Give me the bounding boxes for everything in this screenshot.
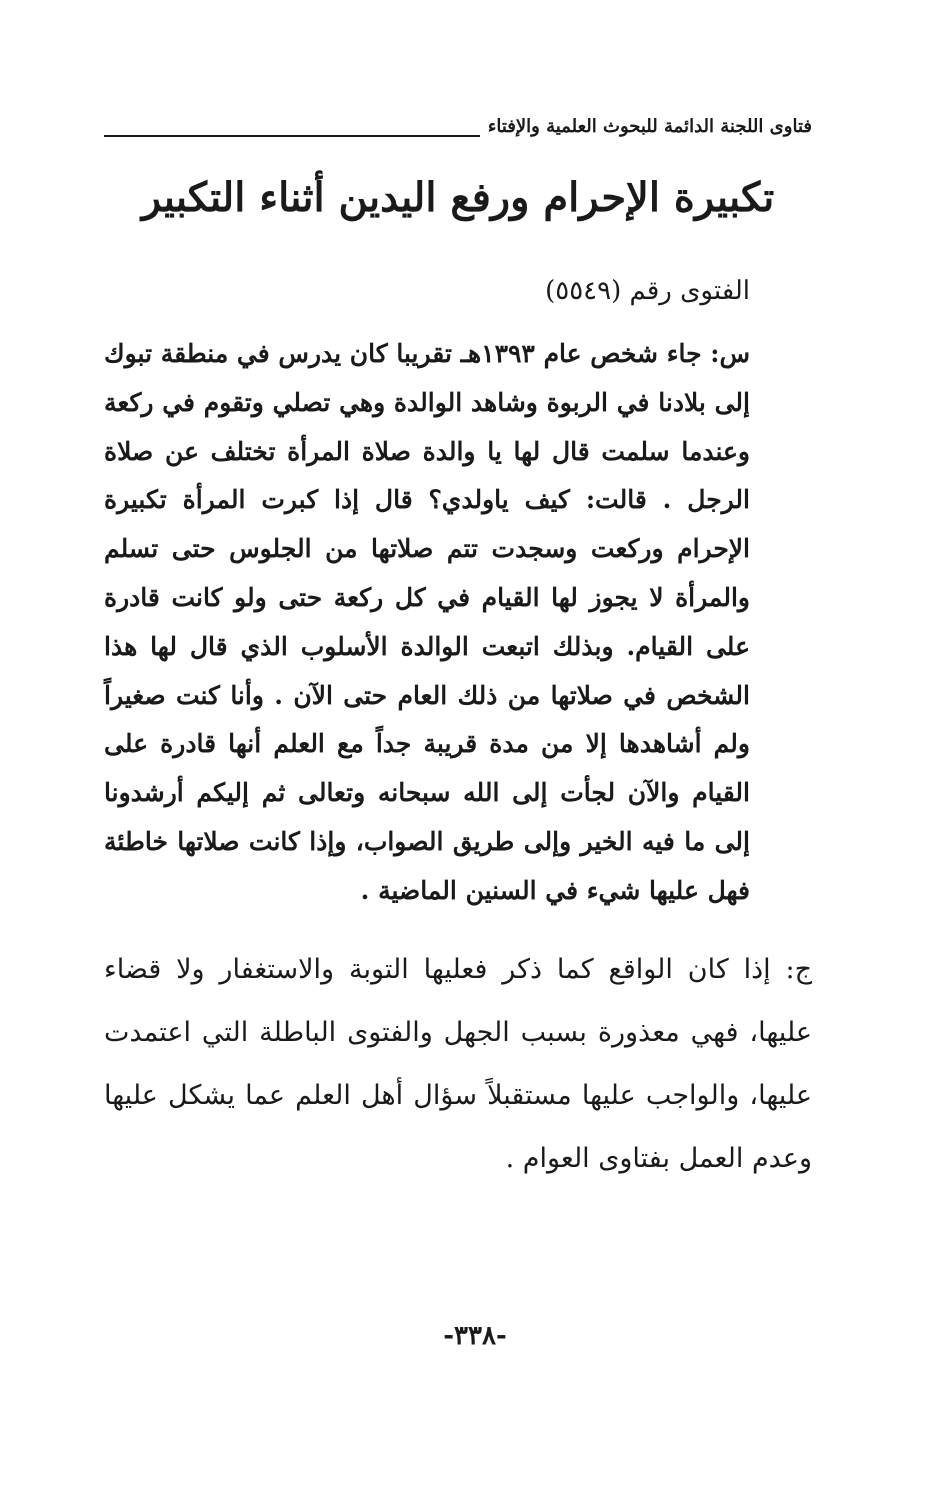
fatwa-title: تكبيرة الإحرام ورفع اليدين أثناء التكبير [141,174,775,221]
page-number: -٣٣٨- [443,1321,507,1351]
running-title: فتاوى اللجنة الدائمة للبحوث العلمية والإفتاء [480,112,812,142]
answer-paragraph: ج: إذا كان الواقع كما ذكر فعليها التوبة والاستغفار ولا قضاء عليها، فهي معذورة بسبب الجهل والفتوى الباطلة التي اعتمدت عليها، والواجب عليها مستقبلاً سؤال أهل العلم عما يشكل عليها وعدم العمل بفتاوى العوام . [104,954,812,1174]
running-header [104,112,812,146]
fatwa-number: الفتوى رقم (٥٥٤٩) [545,276,750,306]
question-paragraph: س: جاء شخص عام ١٣٩٣هـ تقريبا كان يدرس في منطقة تبوك إلى بلادنا في الربوة وشاهد الوالدة وهي تصلي وتقوم في ركعة وعندما سلمت قال لها يا والدة صلاة المرأة تختلف عن صلاة الرجل . قالت: كيف ياولدي؟ قال إذا كبرت المرأة تكبيرة الإحرام وركعت وسجدت تتم صلاتها من الجلوس حتى تسلم والمرأة لا يجوز لها القيام في كل ركعة حتى ولو كانت قادرة على القيام. وبذلك اتبعت الوالدة الأسلوب الذي قال لها هذا الشخص في صلاتها من ذلك العام حتى الآن . وأنا كنت صغيراً ولم أشاهدها إلا من مدة قريبة جداً مع العلم أنها قادرة على القيام والآن لجأت إلى الله سبحانه وتعالى ثم إليكم أرشدونا إلى ما فيه الخير وإلى طريق الصواب، وإذا كانت صلاتها خاطئة فهل عليها شيء في السنين الماضية . [104,339,750,905]
